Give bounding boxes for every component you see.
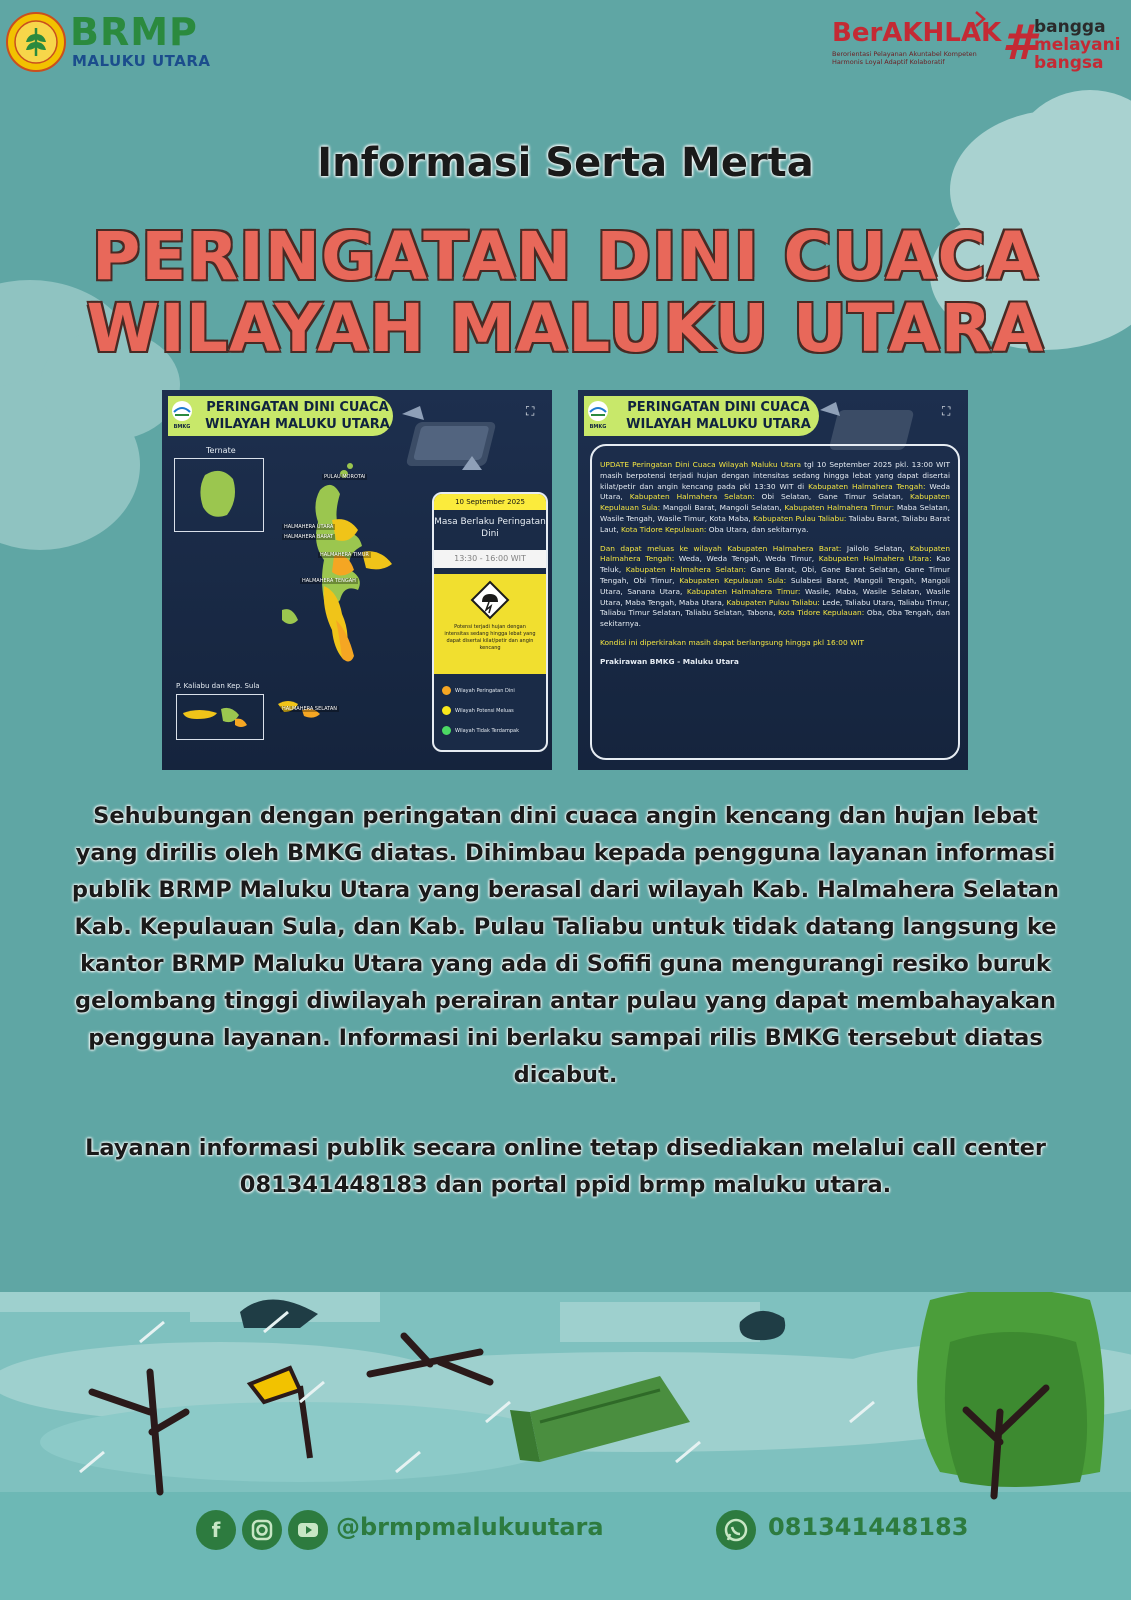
extension-paragraph [600,544,950,630]
legend-item [442,686,515,696]
satellite-decoration [402,400,512,480]
warning-text: Potensi terjadi hujan dengan intensitas sedang hingga lebat yang dapat disertai kilat/petir dan angin kencang [444,624,536,651]
notice-paragraph: Sehubungan dengan peringatan dini cuaca angin kencang dan hujan lebat yang dirilis oleh BMKG diatas. Dihimbau kepada pengguna layanan informasi publik BRMP Maluku Utara yang berasal dari wilayah Kab. Halmahera Selatan Kab. Kepulauan Sula, dan Kab. Pulau Taliabu untuk tidak datang langsung ke kantor BRMP Maluku Utara yang ada di Sofifi guna mengurangi resiko buruk gelombang tinggi diwilayah perairan antar pulau yang dapat membahayakan pengguna layanan. Informasi ini berlaku sampai rilis BMKG tersebut diatas dicabut. [71,803,1060,1088]
warning-box [434,574,546,674]
map-label: HALMAHERA BARAT [284,534,334,540]
berakhlak-chevron-icon [974,10,988,28]
storm-warning-icon [470,580,510,620]
body-text: Oba Utara, dan sekitarnya. [706,524,809,534]
body-text: Mangoli Barat, Mangoli Selatan, [660,503,785,513]
panel-header-line-1: PERINGATAN DINI CUACA [206,400,389,415]
forecaster-signature: Prakirawan BMKG - Maluku Utara [600,656,739,666]
berakhlak-tagline-1: Berorientasi Pelayanan Akuntabel Kompeten [832,50,977,58]
body-text: Jailolo Selatan, [841,543,911,553]
validity-date: 10 September 2025 [434,494,546,510]
validity-time-range: 13:30 - 16:00 WIT [434,550,546,568]
warning-text-card [590,444,960,760]
body-text: Obi Selatan, Gane Timur Selatan, [754,492,911,502]
bmkg-label: BMKG [589,424,607,430]
bmkg-text-panel [578,390,968,770]
brmp-logo [6,12,246,72]
berakhlak-tagline-2: Harmonis Loyal Adaptif Kolaboratif [832,58,945,66]
highlight-text: Dan dapat meluas ke wilayah [600,543,728,553]
brmp-region: MALUKU UTARA [72,52,211,70]
body-text: Gane Barat, Obi, Gane Barat Selatan, Gane Timur Tengah, Obi Timur, [600,565,950,585]
page-title-line-2: WILAYAH MALUKU UTARA [86,290,1045,367]
highlight-text: Kota Tidore Kepulauan: [620,524,707,534]
highlight-text: Kabupaten Pulau Taliabu: [726,597,820,607]
ternate-inset-frame [174,458,264,532]
berakhlak-logo [832,18,1002,73]
panel-header [168,396,393,436]
legend-item [442,706,514,716]
body-text: Weda Utara, [600,481,950,502]
highlight-text: Kabupaten Pulau Taliabu: [753,513,847,523]
page-title-line-1: PERINGATAN DINI CUACA [91,218,1040,295]
whatsapp-icon[interactable] [716,1510,756,1550]
legend-label: Wilayah Potensi Meluas [455,708,514,714]
brmp-wordmark: BRMP [70,10,198,54]
bmkg-logo-icon [170,400,194,430]
inset-bottom-label: P. Kaliabu dan Kep. Sula [176,682,260,690]
expand-icon[interactable]: ⛶ [526,404,535,418]
body-text: Oba, Oba Tengah, dan sekitarnya. [600,608,950,629]
highlight-text: Kabupaten Halmahera Tengah: [600,543,951,564]
service-paragraph: Layanan informasi publik secara online tetap disediakan melalui call center 081341448183 dan portal ppid brmp maluku utara. [85,1135,1046,1198]
legend-label: Wilayah Tidak Terdampak [455,728,519,734]
validity-title: Masa Berlaku Peringatan Dini [434,517,546,539]
bangga-melayani-logo [1002,16,1122,76]
phone-number[interactable]: 081341448183 [768,1513,969,1541]
highlight-text: Kabupaten Halmahera Selatan: [625,565,746,575]
bmkg-logo-icon [586,400,610,430]
legend-item [442,726,519,736]
body-text: Sulabesi Barat, Mangoli Tengah, Mangoli Utara, Sanana Utara, [600,575,951,596]
expand-icon[interactable]: ⛶ [942,404,951,418]
body-text: Wasile, Maba, Wasile Selatan, Wasile Utara, Maba Tengah, Maba Utara, [600,586,950,607]
body-text: Weda, Weda Tengah, Weda Timur, [674,554,819,564]
legend-dot [442,686,451,695]
body-text: Maba Selatan, Wasile Tengah, Wasile Timur, Kota Maba, [600,503,950,523]
highlight-text: Kabupaten Halmahera Tengah: [808,481,926,491]
panel-header-line-1: PERINGATAN DINI CUACA [627,400,810,415]
highlight-text: Kota Tidore Kepulauan: [778,608,865,618]
duration-note: Kondisi ini diperkirakan masih dapat berlangsung hingga pkl 16:00 WIT [600,637,865,647]
social-handle[interactable]: @brmpmalukuutara [336,1513,604,1541]
update-paragraph [600,460,950,536]
map-label: HALMAHERA SELATAN [282,706,337,712]
highlight-text: Kabupaten Halmahera Timur: [784,503,895,513]
phone-row [716,1510,976,1554]
ternate-island-icon [175,459,263,531]
bangga-line-1: bangga [1034,17,1106,37]
map-label: HALMAHERA TIMUR [320,552,369,558]
page-subtitle: Informasi Serta Merta [317,140,814,186]
panel-header-line-2: WILAYAH MALUKU UTARA [205,417,390,432]
highlight-text: Kabupaten Halmahera Barat: [727,543,842,553]
legend-label: Wilayah Peringatan Dini [455,688,515,694]
panel-header [584,396,819,436]
highlight-text: Kabupaten Halmahera Timur: [686,586,801,596]
validity-card [432,492,548,752]
sula-islands-icon [177,695,263,739]
sula-inset-frame [176,694,264,740]
panel-header-line-2: WILAYAH MALUKU UTARA [626,417,811,432]
map-label: HALMAHERA UTARA [284,524,334,530]
facebook-icon[interactable]: f [196,1510,236,1550]
brmp-emblem-icon [6,12,66,72]
map-label: HALMAHERA TENGAH [302,578,356,584]
bangga-line-2: melayani [1034,35,1121,55]
highlight-text: Kabupaten Kepulauan Sula: [679,575,787,585]
body-text: tgl 10 September 2025 pkl. 13:00 WIT masih berpotensi terjadi hujan dengan intensitas sedang hingga lebat yang dapat disertai kilat/petir dan angin kencang pada pkl 13:30 WIT di [600,460,951,491]
legend-dot [442,706,451,715]
youtube-icon[interactable] [288,1510,328,1550]
body-text: Taliabu Barat, Taliabu Barat Laut, [600,513,950,534]
legend-dot [442,726,451,735]
body-text: Kao Teluk, [600,554,950,575]
body-text: Lede, Taliabu Utara, Taliabu Timur, Taliabu Timur Selatan, Taliabu Selatan, Tabona, [600,597,951,618]
maluku-utara-map [262,460,412,690]
berakhlak-word: BerAKHLAK [832,18,1002,48]
inset-top-label: Ternate [206,446,236,455]
map-label: PULAU MOROTAI [324,474,366,480]
highlight-text: Kabupaten Kepulauan Sula: [600,492,950,513]
highlight-text: Kabupaten Halmahera Utara: [818,554,932,564]
social-row [196,1510,616,1554]
bmkg-map-panel [162,390,552,770]
instagram-icon[interactable] [242,1510,282,1550]
bmkg-label: BMKG [173,424,191,430]
highlight-text: UPDATE Peringatan Dini Cuaca Wilayah Maluku Utara [600,460,802,469]
hashtag-icon: # [1002,15,1036,71]
bangga-line-3: bangsa [1034,53,1104,73]
highlight-text: Kabupaten Halmahera Selatan: [629,492,755,502]
